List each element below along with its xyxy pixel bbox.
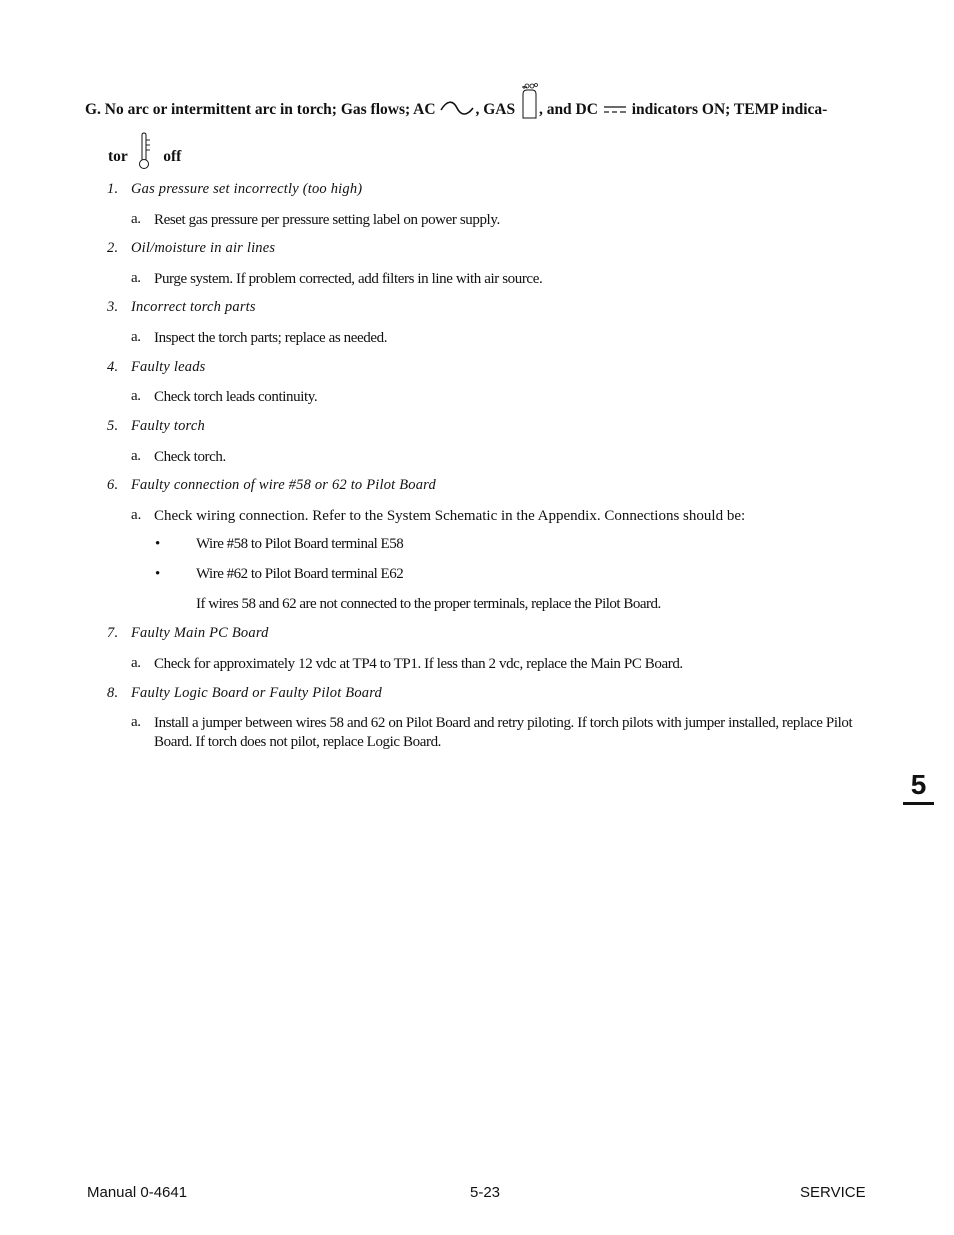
cause-number: 4. [107,359,119,375]
cause-text: Faulty leads [131,359,206,375]
action-text: Inspect the torch parts; replace as needed. [154,330,388,346]
section-heading [85,96,827,125]
cause-number: 8. [107,685,119,701]
heading-line2-end: off [163,148,182,166]
cause-item [107,477,436,494]
cause-number: 6. [107,477,119,493]
action-text: Reset gas pressure per pressure setting label on power supply. [154,212,500,228]
cause-number: 1. [107,181,119,197]
bullet-text: Wire #58 to Pilot Board terminal E58 [196,536,404,552]
cause-item [107,418,205,435]
note-text: If wires 58 and 62 are not connected to the proper terminals, replace the Pilot Board. [196,596,661,612]
heading-prefix: G. No arc or intermittent arc in torch; Gas flows; AC [85,101,436,119]
footer-manual-number: Manual 0-4641 [87,1184,188,1201]
heading-after-dc: indicators ON; TEMP indica- [627,101,828,119]
bullet-item [155,536,403,553]
footer-page-number: 5-23 [470,1184,501,1201]
cause-text: Faulty Main PC Board [131,625,269,641]
cause-text: Oil/moisture in air lines [131,240,276,256]
footer-section-name: SERVICE [800,1184,866,1201]
action-letter: a. [131,329,141,345]
ac-sine-icon [439,100,475,121]
action-text: Check for approximately 12 vdc at TP4 to TP1. If less than 2 vdc, replace the Main PC Board. [154,656,683,672]
action-letter: a. [131,448,141,464]
action-letter: a. [131,270,141,286]
gas-cylinder-icon [519,82,539,125]
cause-text: Faulty torch [131,418,205,434]
cause-text: Faulty connection of wire #58 or 62 to Pilot Board [131,477,436,493]
action-item [131,507,874,526]
cause-item [107,359,205,376]
cause-number: 5. [107,418,119,434]
cause-item [107,181,362,198]
action-letter: a. [131,714,141,730]
cause-text: Faulty Logic Board or Faulty Pilot Board [131,685,382,701]
dc-lines-icon [602,101,628,120]
cause-number: 7. [107,625,119,641]
cause-number: 3. [107,299,119,315]
thermometer-icon [137,132,153,175]
cause-text: Gas pressure set incorrectly (too high) [131,181,363,197]
bullet-dot: • [155,536,160,552]
action-letter: a. [131,507,142,523]
action-text: Check torch leads continuity. [154,389,318,405]
cause-number: 2. [107,240,119,256]
heading-after-ac: , GAS [475,101,516,119]
bullet-item [155,566,403,583]
heading-line2-start: tor [108,148,128,166]
cause-item [107,625,269,642]
action-item [131,388,874,407]
cause-item [107,240,275,257]
action-item [131,211,874,230]
action-letter: a. [131,388,141,404]
bullet-dot: • [155,566,160,582]
action-text: Check torch. [154,449,226,465]
action-letter: a. [131,655,141,671]
bullet-text: Wire #62 to Pilot Board terminal E62 [196,566,404,582]
action-text: Purge system. If problem corrected, add filters in line with air source. [154,271,543,287]
action-text: Check wiring connection. Refer to the System Schematic in the Appendix. Connections should be: [154,508,746,524]
section-tab-number: 5 [903,768,934,805]
cause-item [107,685,382,702]
action-item [131,448,874,467]
action-item [131,714,874,752]
action-letter: a. [131,211,141,227]
cause-text: Incorrect torch parts [131,299,256,315]
section-heading-line2 [108,140,181,175]
action-text: Install a jumper between wires 58 and 62 on Pilot Board and retry piloting. If torch pilots with jumper installed, replace Pilot Board. If torch does not pilot, replace Logic Board. [154,715,853,750]
action-item [131,270,874,289]
heading-after-gas: , and DC [538,101,598,119]
action-item [131,655,874,674]
cause-item [107,299,256,316]
action-item [131,329,874,348]
